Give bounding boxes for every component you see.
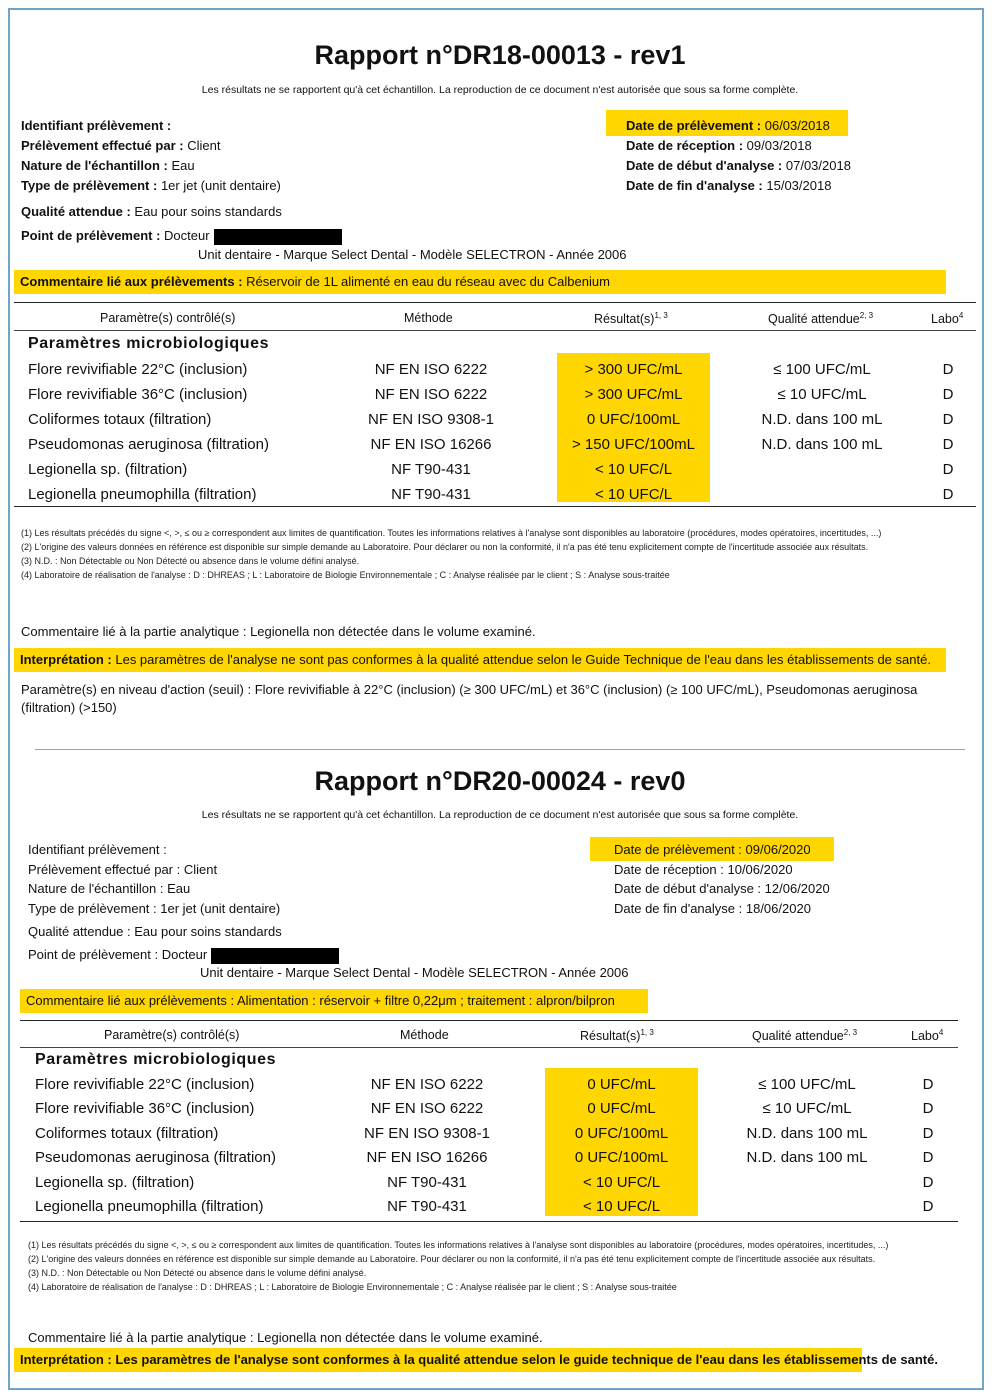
meta-preleveur: Prélèvement effectué par : Client (21, 138, 221, 153)
cell-quality: N.D. dans 100 mL (746, 1124, 868, 1142)
cell-result: < 10 UFC/L (594, 461, 673, 478)
cell-result: < 10 UFC/L (594, 486, 673, 503)
cell-result: > 300 UFC/mL (584, 386, 683, 403)
table1-section-title: Paramètres microbiologiques (28, 335, 270, 352)
cell-param: Legionella sp. (filtration) (35, 1173, 195, 1191)
report1-analytic-comment: Commentaire lié à la partie analytique : Legionella non détectée dans le volume examiné. (21, 624, 536, 639)
cell-result: < 10 UFC/L (582, 1173, 661, 1191)
report-divider (35, 749, 965, 750)
report2-title: Rapport n°DR20-00024 - rev0 (314, 766, 686, 796)
report1-point: Point de prélèvement : Docteur (21, 226, 342, 246)
report2-right-meta (614, 840, 830, 918)
cell-param: Legionella pneumophilla (filtration) (35, 1198, 264, 1215)
table2-header-labo: Labo$^4$ (911, 1028, 944, 1044)
footnote-3: (3) N.D. : Non Détectable ou Non Détecté ou absence dans le volume défini analysé. (28, 1268, 367, 1278)
cell-labo: D (942, 386, 954, 403)
redaction-bar (214, 229, 342, 245)
report2-unit-line: Unit dentaire - Marque Select Dental - Modèle SELECTRON - Année 2006 (200, 965, 629, 980)
report2-point: Point de prélèvement : Docteur (28, 945, 339, 965)
cell-param: Coliformes totaux (filtration) (28, 411, 212, 428)
report1-comment-band: Commentaire lié aux prélèvements : Réservoir de 1L alimenté en eau du réseau avec du Calbenium (14, 270, 946, 294)
meta-nature: Nature de l'échantillon : Eau (21, 158, 195, 173)
cell-method: NF EN ISO 16266 (366, 1149, 488, 1167)
footnote-2: (2) L'origine des valeurs données en référence est disponible sur simple demande au Laboratoire. Pour déclarer ou non la conformité, il n'a pas été tenu explicitement compte de l'incertitude associée aux résultats. (21, 542, 869, 552)
cell-labo: D (922, 1100, 934, 1118)
cell-method: NF EN ISO 6222 (370, 1076, 484, 1093)
cell-quality: N.D. dans 100 mL (761, 411, 883, 428)
meta-preleveur: Prélèvement effectué par : Client (28, 861, 218, 877)
cell-quality: ≤ 100 UFC/mL (773, 361, 871, 378)
cell-labo: D (942, 411, 954, 428)
cell-param: Flore revivifiable 36°C (inclusion) (35, 1100, 255, 1118)
footnote-4: (4) Laboratoire de réalisation de l'analyse : D : DHREAS ; L : Laboratoire de Biologie Environnementale ; C : Analyse réalisée par le client ; S : Analyse sous-traitée (28, 1282, 677, 1292)
report2-footnotes (28, 1238, 963, 1294)
table2-header-param: Paramètre(s) contrôlé(s) (104, 1028, 240, 1042)
meta-date-prelevement: Date de prélèvement : 09/06/2020 (614, 842, 811, 857)
report1-title: Rapport n°DR18-00013 - rev1 (314, 40, 686, 70)
cell-result: > 300 UFC/mL (584, 361, 683, 378)
report1-interpretation-band: Interprétation : Les paramètres de l'analyse ne sont pas conformes à la qualité attendue selon le Guide Technique de l'eau dans les établissements de santé. (14, 648, 946, 672)
cell-labo: D (922, 1173, 934, 1191)
table1-header-labo: Labo$^4$ (931, 311, 964, 327)
footnote-4: (4) Laboratoire de réalisation de l'analyse : D : DHREAS ; L : Laboratoire de Biologie Environnementale ; C : Analyse réalisée par le client ; S : Analyse sous-traitée (21, 570, 670, 580)
cell-param: Flore revivifiable 36°C (inclusion) (28, 386, 248, 403)
cell-param: Legionella pneumophilla (filtration) (28, 486, 257, 503)
cell-param: Pseudomonas aeruginosa (filtration) (35, 1149, 276, 1167)
cell-labo: D (942, 436, 954, 453)
meta-date-debut: Date de début d'analyse : 12/06/2020 (614, 881, 830, 896)
meta-date-reception: Date de réception : 10/06/2020 (614, 861, 793, 877)
footnote-2: (2) L'origine des valeurs données en référence est disponible sur simple demande au Laboratoire. Pour déclarer ou non la conformité, il n'a pas été tenu explicitement compte de l'incertitude associée aux résultats. (28, 1254, 876, 1264)
meta-type: Type de prélèvement : 1er jet (unit dentaire) (21, 178, 281, 193)
cell-quality: ≤ 100 UFC/mL (758, 1076, 856, 1093)
table1-header-method: Méthode (404, 311, 453, 325)
cell-labo: D (942, 361, 954, 378)
table2-header-quality: Qualité attendue$^{2, 3}$ (752, 1028, 858, 1044)
table1-header-result: $Résultat(s)^{1, 3}$ (594, 311, 668, 327)
table1-top-rule (14, 302, 976, 303)
cell-method: NF T90-431 (391, 486, 471, 503)
cell-method: NF EN ISO 9308-1 (368, 411, 494, 428)
table2-header-rule (20, 1047, 958, 1048)
cell-param: Legionella sp. (filtration) (28, 461, 188, 478)
report1-unit-line: Unit dentaire - Marque Select Dental - Modèle SELECTRON - Année 2006 (198, 247, 627, 262)
meta-date-fin: Date de fin d'analyse : 18/06/2020 (614, 900, 811, 916)
cell-result: 0 UFC/100mL (574, 1124, 669, 1142)
cell-param: Flore revivifiable 22°C (inclusion) (35, 1076, 255, 1093)
cell-result: < 10 UFC/L (582, 1198, 661, 1215)
cell-method: NF T90-431 (387, 1198, 467, 1215)
report1-action-level: Paramètre(s) en niveau d'action (seuil) : Flore revivifiable à 22°C (inclusion) (≥ 300 UFC/mL) et 36°C (inclusion) (≥ 100 UFC/mL), Pseudomonas aeruginosa (filtration) (>150) (21, 682, 918, 715)
cell-quality: N.D. dans 100 mL (761, 436, 883, 453)
cell-result: 0 UFC/mL (587, 1076, 656, 1093)
table1-header-param: Paramètre(s) contrôlé(s) (100, 311, 236, 325)
table2-bottom-rule (20, 1221, 958, 1222)
footnote-1: (1) Les résultats précédés du signe <, >, ≤ ou ≥ correspondent aux limites de quantification. Toutes les informations relatives à l'analyse sont disponibles au laboratoire (procédures, modes opératoires, incertitudes, ...) (28, 1240, 889, 1250)
cell-param: Pseudomonas aeruginosa (filtration) (28, 436, 269, 453)
cell-labo: D (922, 1149, 934, 1167)
cell-labo: D (942, 461, 954, 478)
cell-labo: D (942, 486, 954, 503)
table2-header-method: Méthode (400, 1028, 449, 1042)
footnote-1: (1) Les résultats précédés du signe <, >, ≤ ou ≥ correspondent aux limites de quantification. Toutes les informations relatives à l'analyse sont disponibles au laboratoire (procédures, modes opératoires, incertitudes, ...) (21, 528, 882, 538)
cell-quality: N.D. dans 100 mL (746, 1149, 868, 1167)
meta-nature: Nature de l'échantillon : Eau (28, 881, 191, 896)
report2-disclaimer: Les résultats ne se rapportent qu'à cet échantillon. La reproduction de ce document n'est autorisée que sous sa forme complète. (201, 809, 799, 821)
meta-identifiant: Identifiant prélèvement : (28, 842, 167, 857)
meta-type: Type de prélèvement : 1er jet (unit dentaire) (28, 900, 281, 916)
report2-analytic-comment: Commentaire lié à la partie analytique : Legionella non détectée dans le volume examiné. (28, 1330, 543, 1345)
cell-result: 0 UFC/mL (587, 1100, 656, 1118)
cell-result: 0 UFC/100mL (586, 411, 681, 428)
meta-identifiant: Identifiant prélèvement : (21, 118, 172, 133)
cell-quality: ≤ 10 UFC/mL (762, 1100, 852, 1118)
cell-param: Coliformes totaux (filtration) (35, 1124, 219, 1142)
report1-left-meta (21, 116, 281, 196)
meta-date-debut: Date de début d'analyse : 07/03/2018 (626, 158, 851, 173)
cell-labo: D (922, 1198, 934, 1215)
cell-method: NF EN ISO 6222 (374, 386, 488, 403)
report1-footnotes (21, 526, 976, 582)
report1-right-meta (626, 116, 851, 196)
cell-labo: D (922, 1076, 934, 1093)
table2-header-result: $Résultat(s)^{1, 3}$ (580, 1028, 654, 1044)
report2-quality: Qualité attendue : Eau pour soins standards (28, 924, 282, 939)
table2-section-title: Paramètres microbiologiques (35, 1051, 277, 1068)
cell-method: NF EN ISO 9308-1 (364, 1124, 490, 1142)
table2-top-rule (20, 1020, 958, 1021)
cell-param: Flore revivifiable 22°C (inclusion) (28, 361, 248, 378)
meta-date-reception: Date de réception : 09/03/2018 (626, 138, 812, 153)
redaction-bar (211, 948, 339, 964)
cell-method: NF T90-431 (391, 461, 471, 478)
meta-date-fin: Date de fin d'analyse : 15/03/2018 (626, 178, 832, 193)
footnote-3: (3) N.D. : Non Détectable ou Non Détecté ou absence dans le volume défini analysé. (21, 556, 360, 566)
cell-method: NF EN ISO 16266 (370, 436, 492, 453)
cell-result: 0 UFC/100mL (574, 1149, 669, 1167)
cell-method: NF EN ISO 6222 (374, 361, 488, 378)
table1-header-quality: Qualité attendue$^{2, 3}$ (768, 311, 874, 327)
cell-labo: D (922, 1124, 934, 1142)
report2-left-meta (28, 840, 280, 918)
table1-header-rule (14, 330, 976, 331)
report2-interpretation-band: Interprétation : Les paramètres de l'analyse sont conformes à la qualité attendue selon le guide technique de l'eau dans les établissements de santé. (14, 1348, 862, 1372)
report1-disclaimer: Les résultats ne se rapportent qu'à cet échantillon. La reproduction de ce document n'est autorisée que sous sa forme complète. (201, 84, 799, 96)
table1-bottom-rule (14, 506, 976, 507)
cell-method: NF T90-431 (387, 1173, 467, 1191)
report2-comment-band: Commentaire lié aux prélèvements : Alimentation : réservoir + filtre 0,22μm ; traitement : alpron/bilpron (20, 989, 648, 1013)
cell-quality: ≤ 10 UFC/mL (777, 386, 867, 403)
meta-date-prelevement: Date de prélèvement : 06/03/2018 (626, 118, 830, 133)
cell-method: NF EN ISO 6222 (370, 1100, 484, 1118)
report1-quality: Qualité attendue : Eau pour soins standards (21, 204, 282, 219)
cell-result: > 150 UFC/100mL (572, 436, 695, 453)
